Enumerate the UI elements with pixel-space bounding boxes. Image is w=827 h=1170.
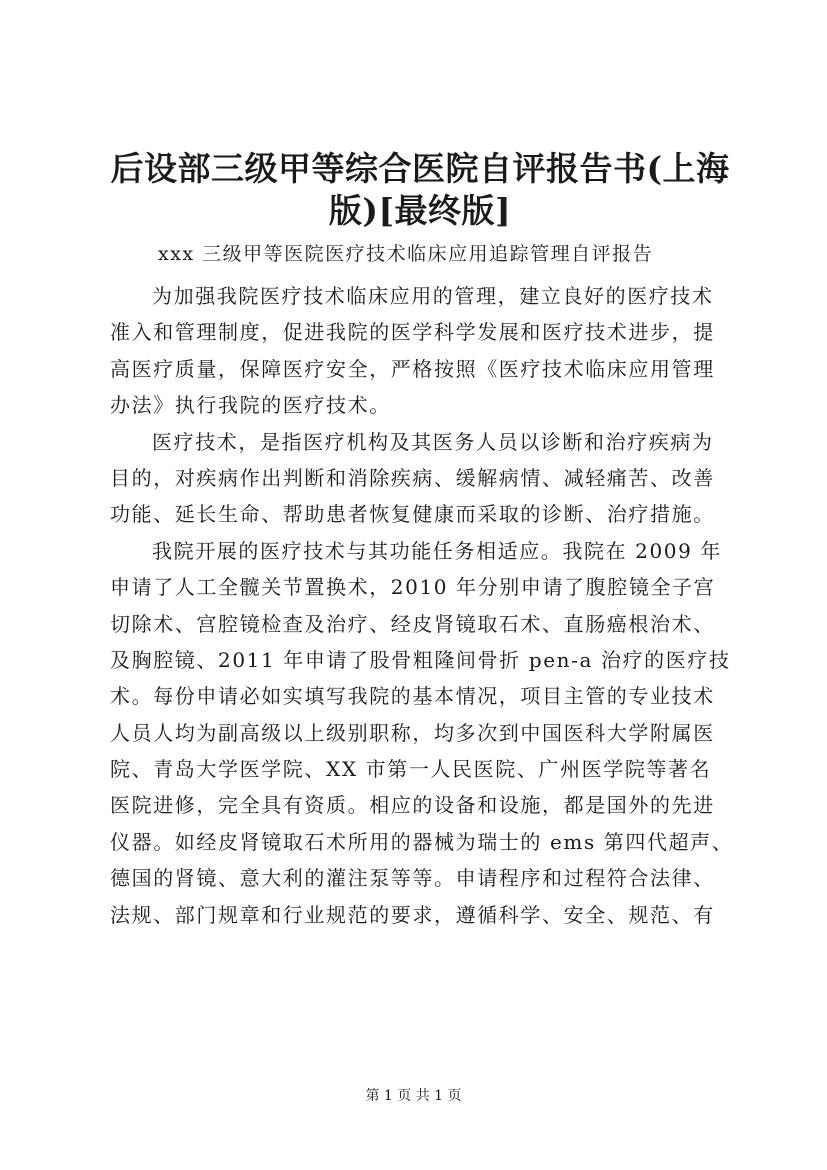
document-body (110, 278, 740, 933)
body-line: 切除术、宫腔镜检查及治疗、经皮肾镜取石术、直肠癌根治术、 (110, 611, 715, 636)
body-line: 准入和管理制度，促进我院的医学科学发展和医疗技术进步，提 (110, 320, 715, 345)
body-line: 功能、延长生命、帮助患者恢复健康而采取的诊断、治疗措施。 (110, 502, 715, 527)
page-footer: 第 1 页 共 1 页 (365, 1088, 462, 1104)
title-line-2: 版)[最终版] (328, 191, 512, 230)
body-line: 院、青岛大学医学院、XX 市第一人民医院、广州医学院等著名 (110, 757, 712, 782)
title-line-1: 后设部三级甲等综合医院自评报告书(上海 (110, 149, 730, 188)
body-line: 及胸腔镜、2011 年申请了股骨粗隆间骨折 pen-a 治疗的医疗技 (110, 647, 731, 672)
body-line: 我院开展的医疗技术与其功能任务相适应。我院在 2009 年 (152, 538, 723, 563)
body-line: 德国的肾镜、意大利的灌注泵等等。申请程序和过程符合法律、 (110, 866, 715, 891)
body-line: 为加强我院医疗技术临床应用的管理，建立良好的医疗技术 (152, 284, 714, 308)
document-subtitle: xxx 三级甲等医院医疗技术临床应用追踪管理自评报告 (158, 243, 654, 265)
body-line: 高医疗质量，保障医疗安全，严格按照《医疗技术临床应用管理 (110, 356, 715, 381)
body-line: 办法》执行我院的医疗技术。 (110, 393, 391, 418)
body-line: 目的，对疾病作出判断和消除疾病、缓解病情、减轻痛苦、改善 (110, 465, 715, 490)
body-line: 医疗技术，是指医疗机构及其医务人员以诊断和治疗疾病为 (152, 429, 714, 454)
body-line: 申请了人工全髋关节置换术，2010 年分别申请了腹腔镜全子宫 (110, 575, 716, 600)
body-line: 法规、部门规章和行业规范的要求，遵循科学、安全、规范、有 (110, 902, 715, 927)
document-title (100, 148, 740, 232)
body-line: 医院进修，完全具有资质。相应的设备和设施，都是国外的先进 (110, 793, 715, 818)
body-line: 仪器。如经皮肾镜取石术所用的器械为瑞士的 ems 第四代超声、 (110, 829, 734, 854)
body-line: 术。每份申请必如实填写我院的基本情况，项目主管的专业技术 (110, 684, 715, 709)
body-line: 人员人均为副高级以上级别职称，均多次到中国医科大学附属医 (110, 720, 715, 745)
